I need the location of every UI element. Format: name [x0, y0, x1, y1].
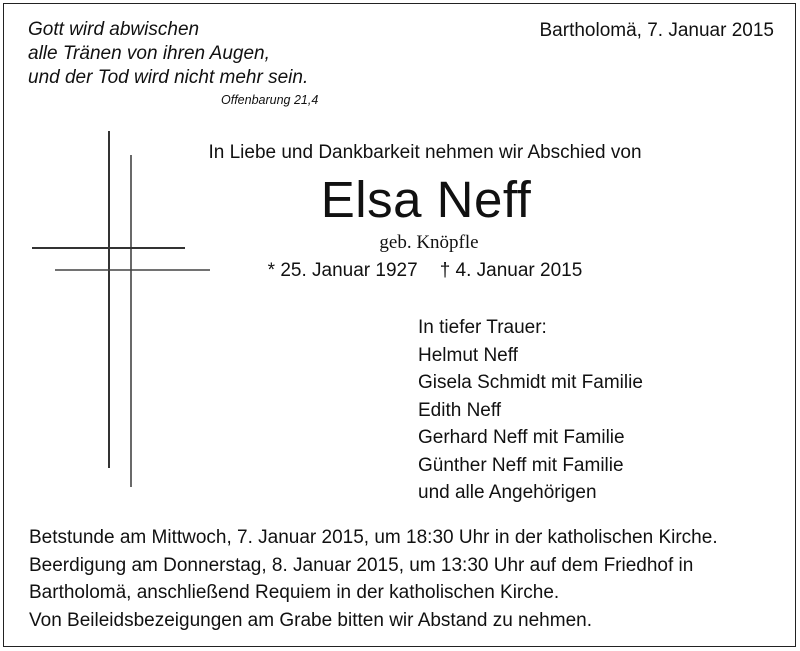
service-line: Betstunde am Mittwoch, 7. Januar 2015, um 18:30 Uhr in der katholischen Kirche.: [29, 527, 718, 548]
mourner-name: Günther Neff mit Familie: [418, 454, 624, 476]
verse-reference: Offenbarung 21,4: [221, 93, 319, 107]
mourner-name: und alle Angehörigen: [418, 482, 597, 503]
verse-line: alle Tränen von ihren Augen,: [28, 43, 270, 64]
birth-date: * 25. Januar 1927: [267, 260, 418, 281]
verse-line: und der Tod wird nicht mehr sein.: [28, 67, 309, 88]
intro-text: In Liebe und Dankbarkeit nehmen wir Abschied von: [208, 142, 642, 163]
death-date: † 4. Januar 2015: [439, 260, 583, 281]
maiden-name: geb. Knöpfle: [379, 232, 479, 253]
deceased-name: Elsa Neff: [320, 171, 532, 228]
life-dates: [0, 260, 800, 282]
service-line: Von Beileidsbezeigungen am Grabe bitten wir Abstand zu nehmen.: [29, 609, 592, 631]
verse-line: Gott wird abwischen: [28, 19, 200, 40]
mourners-heading: In tiefer Trauer:: [418, 317, 547, 338]
mourners-list: [418, 314, 643, 507]
service-line: Bartholomä, anschließend Requiem in der katholischen Kirche.: [29, 582, 560, 603]
mourner-name: Gerhard Neff mit Familie: [418, 427, 625, 448]
mourner-name: Gisela Schmidt mit Familie: [418, 372, 643, 393]
mourner-name: Edith Neff: [418, 399, 502, 421]
place-date: Bartholomä, 7. Januar 2015: [539, 20, 774, 41]
service-line: Beerdigung am Donnerstag, 8. Januar 2015, um 13:30 Uhr auf dem Friedhof in: [29, 554, 694, 576]
service-details: [29, 524, 718, 634]
mourner-name: Helmut Neff: [418, 344, 518, 366]
